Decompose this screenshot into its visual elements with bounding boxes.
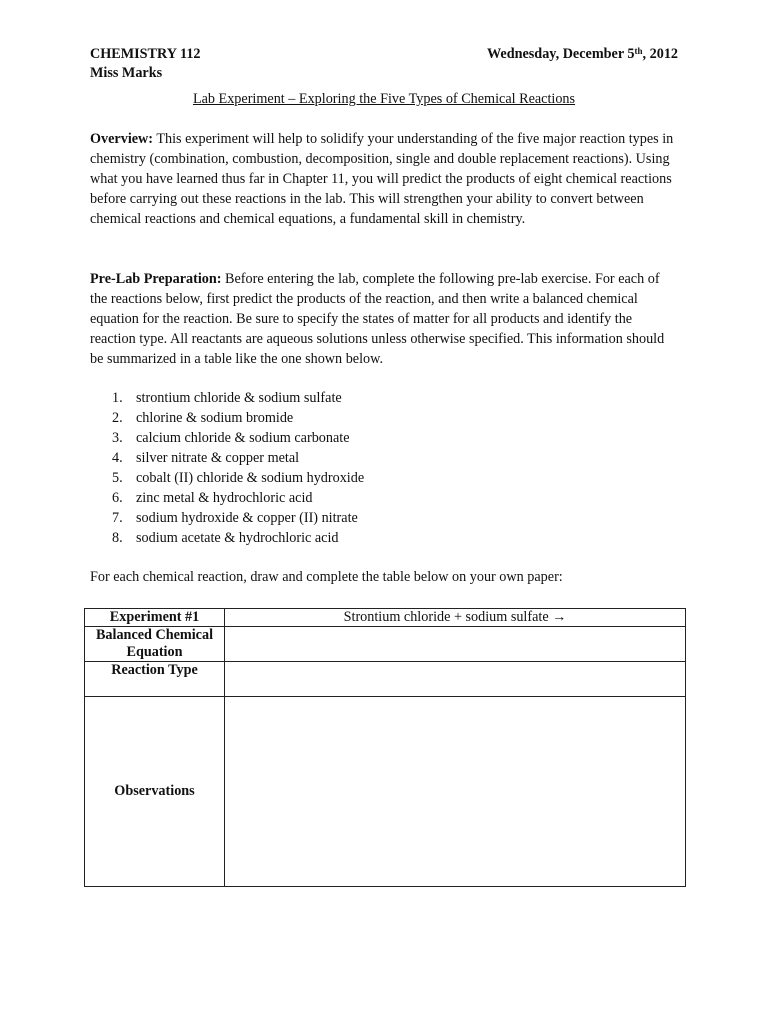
list-item <box>112 508 364 528</box>
reaction-list <box>112 388 364 548</box>
list-text: zinc metal & hydrochloric acid <box>136 490 313 506</box>
prelab-label: Pre-Lab Preparation: <box>90 271 222 287</box>
list-item <box>112 448 364 468</box>
observations-value <box>225 697 686 887</box>
table-instruction: For each chemical reaction, draw and complete the table below on your own paper: <box>90 569 563 585</box>
list-text: sodium hydroxide & copper (II) nitrate <box>136 510 358 526</box>
experiment-value: Strontium chloride + sodium sulfate → <box>225 609 686 627</box>
list-number: 5. <box>112 470 123 486</box>
list-item <box>112 428 364 448</box>
overview-text: This experiment will help to solidify your understanding of the five major reaction types in chemistry (combination, combustion, decomposition, single and double replacement reactions). Using what you have learned thus far in Chapter 11, you will predict the products of eight chemical reactions before carrying out these reactions in the lab. This will strengthen your ability to convert between chemical reactions and chemical equations, a fundamental skill in chemistry. <box>90 131 674 227</box>
list-item <box>112 528 364 548</box>
list-text: cobalt (II) chloride & sodium hydroxide <box>136 470 365 486</box>
experiment-label: Experiment #1 <box>85 609 225 627</box>
lab-title: Lab Experiment – Exploring the Five Types of Chemical Reactions <box>192 91 576 107</box>
list-number: 2. <box>112 410 123 426</box>
table-row <box>85 697 686 887</box>
list-item <box>112 468 364 488</box>
observations-label: Observations <box>85 697 225 887</box>
list-item <box>112 488 364 508</box>
list-item <box>112 408 364 428</box>
page-title <box>0 90 768 109</box>
date-year: , 2012 <box>642 46 678 62</box>
overview-label: Overview: <box>90 131 154 147</box>
course-name: CHEMISTRY 112 <box>90 46 201 62</box>
header-date <box>487 45 678 64</box>
list-number: 7. <box>112 510 123 526</box>
table-row <box>85 662 686 697</box>
experiment-table <box>84 608 686 887</box>
list-item <box>112 388 364 408</box>
list-text: calcium chloride & sodium carbonate <box>136 430 350 446</box>
list-text: silver nitrate & copper metal <box>136 450 300 466</box>
list-number: 3. <box>112 430 123 446</box>
list-text: sodium acetate & hydrochloric acid <box>136 530 339 546</box>
list-text: chlorine & sodium bromide <box>136 410 294 426</box>
date-suffix: th <box>634 46 643 56</box>
list-number: 1. <box>112 390 123 406</box>
table-row <box>85 627 686 662</box>
date-prefix: Wednesday, December 5 <box>487 46 635 62</box>
equation-label: Balanced Chemical Equation <box>85 627 225 662</box>
teacher-name: Miss Marks <box>90 65 163 81</box>
list-text: strontium chloride & sodium sulfate <box>136 390 342 406</box>
list-number: 4. <box>112 450 123 466</box>
list-number: 8. <box>112 530 123 546</box>
header-left <box>90 45 201 83</box>
prelab-text: Before entering the lab, complete the following pre-lab exercise. For each of the reactions below, first predict the products of the reaction, and then write a balanced chemical equation for the reaction. Be sure to specify the states of matter for all products and identify the reaction type. All reactants are aqueous solutions unless otherwise specified. This information should be summarized in a table like the one shown below. <box>90 271 665 367</box>
prelab-paragraph <box>90 269 680 369</box>
reaction-type-label: Reaction Type <box>85 662 225 697</box>
reaction-type-value <box>225 662 686 697</box>
overview-paragraph <box>90 129 680 229</box>
table-row <box>85 609 686 627</box>
list-number: 6. <box>112 490 123 506</box>
equation-value <box>225 627 686 662</box>
